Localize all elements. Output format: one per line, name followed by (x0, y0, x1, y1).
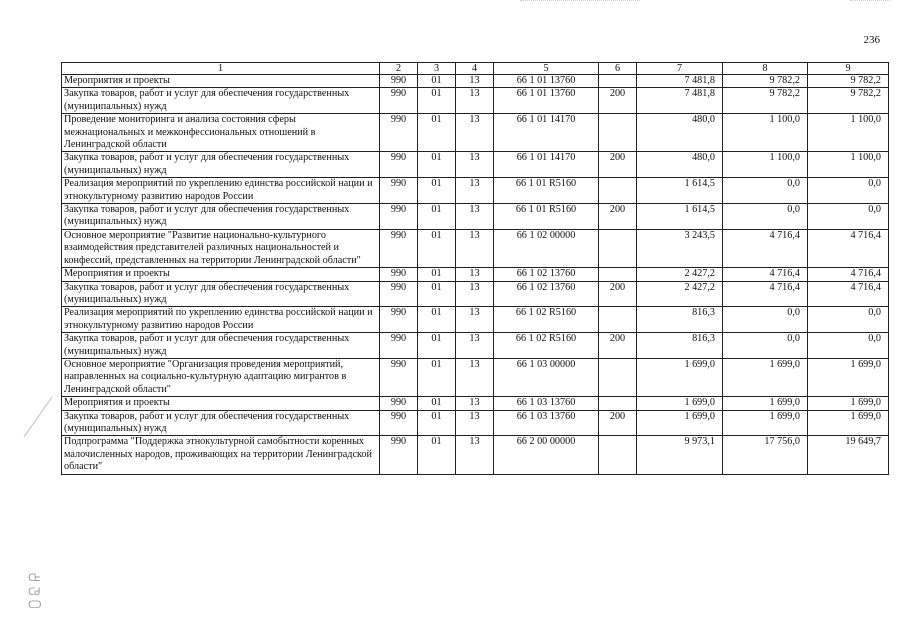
table-row (62, 268, 889, 281)
row-cell-col2: 990 (380, 229, 418, 267)
row-cell-col8: 9 782,2 (723, 75, 808, 88)
row-cell-col6: 200 (599, 333, 637, 359)
row-cell-col2: 990 (380, 204, 418, 230)
row-cell-col5: 66 1 02 R5160 (494, 307, 599, 333)
row-cell-col4: 13 (456, 229, 494, 267)
row-cell-col8: 4 716,4 (723, 229, 808, 267)
row-cell-col9: 4 716,4 (808, 268, 889, 281)
row-cell-col6 (599, 358, 637, 396)
row-cell-col4: 13 (456, 436, 494, 474)
row-cell-col3: 01 (418, 114, 456, 152)
row-cell-col6 (599, 114, 637, 152)
row-cell-col9: 1 699,0 (808, 358, 889, 396)
row-cell-col7: 7 481,8 (637, 88, 723, 114)
row-cell-col6 (599, 268, 637, 281)
row-cell-col7: 816,3 (637, 307, 723, 333)
row-cell-col9: 0,0 (808, 307, 889, 333)
row-cell-col8: 0,0 (723, 333, 808, 359)
row-cell-col5: 66 1 02 R5160 (494, 333, 599, 359)
row-name-cell: Реализация мероприятий по укреплению единства российской нации и этнокультурному развитию народов России (62, 307, 380, 333)
scan-artifact-mark-3: ᑕᑐ (28, 600, 41, 611)
row-cell-col2: 990 (380, 268, 418, 281)
row-name-cell: Мероприятия и проекты (62, 268, 380, 281)
row-cell-col8: 1 699,0 (723, 397, 808, 410)
header-cell: 8 (723, 63, 808, 75)
table-row (62, 114, 889, 152)
row-cell-col2: 990 (380, 88, 418, 114)
row-cell-col7: 7 481,8 (637, 75, 723, 88)
row-cell-col2: 990 (380, 307, 418, 333)
row-cell-col3: 01 (418, 75, 456, 88)
row-cell-col3: 01 (418, 307, 456, 333)
table-row (62, 436, 889, 474)
row-name-cell: Закупка товаров, работ и услуг для обеспечения государственных (муниципальных) нужд (62, 333, 380, 359)
row-name-cell: Закупка товаров, работ и услуг для обеспечения государственных (муниципальных) нужд (62, 152, 380, 178)
row-cell-col2: 990 (380, 114, 418, 152)
row-cell-col5: 66 1 02 00000 (494, 229, 599, 267)
row-cell-col2: 990 (380, 436, 418, 474)
row-cell-col3: 01 (418, 229, 456, 267)
row-cell-col2: 990 (380, 152, 418, 178)
row-cell-col4: 13 (456, 358, 494, 396)
row-cell-col3: 01 (418, 178, 456, 204)
row-cell-col3: 01 (418, 88, 456, 114)
row-cell-col8: 1 699,0 (723, 410, 808, 436)
row-cell-col2: 990 (380, 281, 418, 307)
row-cell-col6: 200 (599, 204, 637, 230)
row-cell-col7: 816,3 (637, 333, 723, 359)
row-name-cell: Закупка товаров, работ и услуг для обеспечения государственных (муниципальных) нужд (62, 204, 380, 230)
row-cell-col5: 66 1 02 13760 (494, 281, 599, 307)
row-cell-col9: 1 100,0 (808, 114, 889, 152)
row-cell-col2: 990 (380, 358, 418, 396)
row-cell-col5: 66 1 01 13760 (494, 75, 599, 88)
row-cell-col9: 0,0 (808, 333, 889, 359)
header-cell: 3 (418, 63, 456, 75)
row-cell-col8: 1 100,0 (723, 152, 808, 178)
row-cell-col4: 13 (456, 281, 494, 307)
row-cell-col7: 1 699,0 (637, 410, 723, 436)
row-cell-col4: 13 (456, 333, 494, 359)
row-cell-col4: 13 (456, 410, 494, 436)
row-cell-col9: 4 716,4 (808, 281, 889, 307)
row-cell-col8: 0,0 (723, 204, 808, 230)
row-cell-col5: 66 1 01 R5160 (494, 178, 599, 204)
row-cell-col6 (599, 75, 637, 88)
row-cell-col6 (599, 397, 637, 410)
row-cell-col7: 1 614,5 (637, 204, 723, 230)
row-cell-col3: 01 (418, 268, 456, 281)
row-cell-col8: 9 782,2 (723, 88, 808, 114)
row-cell-col5: 66 1 02 13760 (494, 268, 599, 281)
table-row (62, 358, 889, 396)
scan-artifact-top-right (850, 0, 890, 7)
row-cell-col8: 0,0 (723, 178, 808, 204)
row-cell-col3: 01 (418, 333, 456, 359)
row-cell-col4: 13 (456, 114, 494, 152)
header-cell: 5 (494, 63, 599, 75)
row-cell-col6: 200 (599, 88, 637, 114)
row-cell-col3: 01 (418, 436, 456, 474)
header-cell: 4 (456, 63, 494, 75)
table-row (62, 204, 889, 230)
row-cell-col9: 0,0 (808, 204, 889, 230)
row-cell-col8: 1 699,0 (723, 358, 808, 396)
header-cell: 9 (808, 63, 889, 75)
scan-artifact-mark-2: ᑕᑯ (28, 587, 40, 598)
row-cell-col3: 01 (418, 397, 456, 410)
row-name-cell: Закупка товаров, работ и услуг для обеспечения государственных (муниципальных) нужд (62, 281, 380, 307)
row-cell-col6: 200 (599, 410, 637, 436)
row-cell-col5: 66 1 03 13760 (494, 397, 599, 410)
row-cell-col4: 13 (456, 152, 494, 178)
header-cell: 1 (62, 63, 380, 75)
row-cell-col2: 990 (380, 75, 418, 88)
row-name-cell: Мероприятия и проекты (62, 75, 380, 88)
page-number: 236 (863, 34, 880, 46)
row-cell-col2: 990 (380, 397, 418, 410)
table-row (62, 281, 889, 307)
row-cell-col4: 13 (456, 88, 494, 114)
row-cell-col9: 9 782,2 (808, 75, 889, 88)
row-cell-col4: 13 (456, 397, 494, 410)
table-row (62, 75, 889, 88)
header-cell: 7 (637, 63, 723, 75)
row-cell-col6: 200 (599, 152, 637, 178)
row-cell-col9: 19 649,7 (808, 436, 889, 474)
row-cell-col4: 13 (456, 307, 494, 333)
row-cell-col6 (599, 307, 637, 333)
scan-artifact-top (520, 0, 640, 7)
row-name-cell: Основное мероприятие "Организация проведения мероприятий, направленных на социально-культурную адаптацию мигрантов в Ленинградской области" (62, 358, 380, 396)
row-cell-col8: 0,0 (723, 307, 808, 333)
header-cell: 6 (599, 63, 637, 75)
row-name-cell: Основное мероприятие "Развитие национально-культурного взаимодействия представителей различных национальностей и конфессий, представленных на территории Ленинградской области" (62, 229, 380, 267)
row-cell-col9: 1 699,0 (808, 397, 889, 410)
table-row (62, 229, 889, 267)
row-cell-col4: 13 (456, 75, 494, 88)
row-cell-col5: 66 2 00 00000 (494, 436, 599, 474)
row-cell-col8: 4 716,4 (723, 268, 808, 281)
row-cell-col2: 990 (380, 333, 418, 359)
row-cell-col9: 9 782,2 (808, 88, 889, 114)
row-cell-col2: 990 (380, 410, 418, 436)
header-cell: 2 (380, 63, 418, 75)
row-cell-col8: 4 716,4 (723, 281, 808, 307)
row-name-cell: Закупка товаров, работ и услуг для обеспечения государственных (муниципальных) нужд (62, 410, 380, 436)
row-name-cell: Подпрограмма "Поддержка этнокультурной самобытности коренных малочисленных народов, проживающих на территории Ленинградской области" (62, 436, 380, 474)
row-cell-col3: 01 (418, 204, 456, 230)
row-cell-col5: 66 1 01 13760 (494, 88, 599, 114)
table-row (62, 410, 889, 436)
table-row (62, 307, 889, 333)
row-cell-col7: 480,0 (637, 114, 723, 152)
row-name-cell: Мероприятия и проекты (62, 397, 380, 410)
row-cell-col8: 17 756,0 (723, 436, 808, 474)
table-row (62, 178, 889, 204)
row-cell-col4: 13 (456, 178, 494, 204)
scan-artifact-stroke (20, 395, 60, 445)
row-cell-col7: 2 427,2 (637, 268, 723, 281)
table-body (62, 63, 889, 475)
row-name-cell: Проведение мониторинга и анализа состояния сферы межнациональных и межконфессиональных отношений в Ленинградской области (62, 114, 380, 152)
row-cell-col9: 0,0 (808, 178, 889, 204)
row-name-cell: Закупка товаров, работ и услуг для обеспечения государственных (муниципальных) нужд (62, 88, 380, 114)
budget-table (61, 62, 889, 475)
row-cell-col6: 200 (599, 281, 637, 307)
row-cell-col5: 66 1 01 R5160 (494, 204, 599, 230)
table-row (62, 152, 889, 178)
row-cell-col7: 1 699,0 (637, 358, 723, 396)
table-row (62, 333, 889, 359)
row-cell-col7: 480,0 (637, 152, 723, 178)
row-name-cell: Реализация мероприятий по укреплению единства российской нации и этнокультурному развитию народов России (62, 178, 380, 204)
scan-artifact-mark-1: ᑕᖶ (28, 573, 40, 584)
row-cell-col7: 1 699,0 (637, 397, 723, 410)
row-cell-col5: 66 1 03 00000 (494, 358, 599, 396)
row-cell-col3: 01 (418, 410, 456, 436)
row-cell-col7: 2 427,2 (637, 281, 723, 307)
row-cell-col8: 1 100,0 (723, 114, 808, 152)
row-cell-col7: 1 614,5 (637, 178, 723, 204)
row-cell-col9: 4 716,4 (808, 229, 889, 267)
row-cell-col9: 1 100,0 (808, 152, 889, 178)
row-cell-col5: 66 1 03 13760 (494, 410, 599, 436)
table-header-row (62, 63, 889, 75)
row-cell-col7: 3 243,5 (637, 229, 723, 267)
row-cell-col6 (599, 436, 637, 474)
row-cell-col3: 01 (418, 281, 456, 307)
row-cell-col4: 13 (456, 268, 494, 281)
row-cell-col9: 1 699,0 (808, 410, 889, 436)
row-cell-col3: 01 (418, 358, 456, 396)
table-row (62, 397, 889, 410)
row-cell-col6 (599, 229, 637, 267)
row-cell-col7: 9 973,1 (637, 436, 723, 474)
row-cell-col4: 13 (456, 204, 494, 230)
row-cell-col5: 66 1 01 14170 (494, 152, 599, 178)
row-cell-col3: 01 (418, 152, 456, 178)
row-cell-col2: 990 (380, 178, 418, 204)
row-cell-col5: 66 1 01 14170 (494, 114, 599, 152)
table-row (62, 88, 889, 114)
row-cell-col6 (599, 178, 637, 204)
